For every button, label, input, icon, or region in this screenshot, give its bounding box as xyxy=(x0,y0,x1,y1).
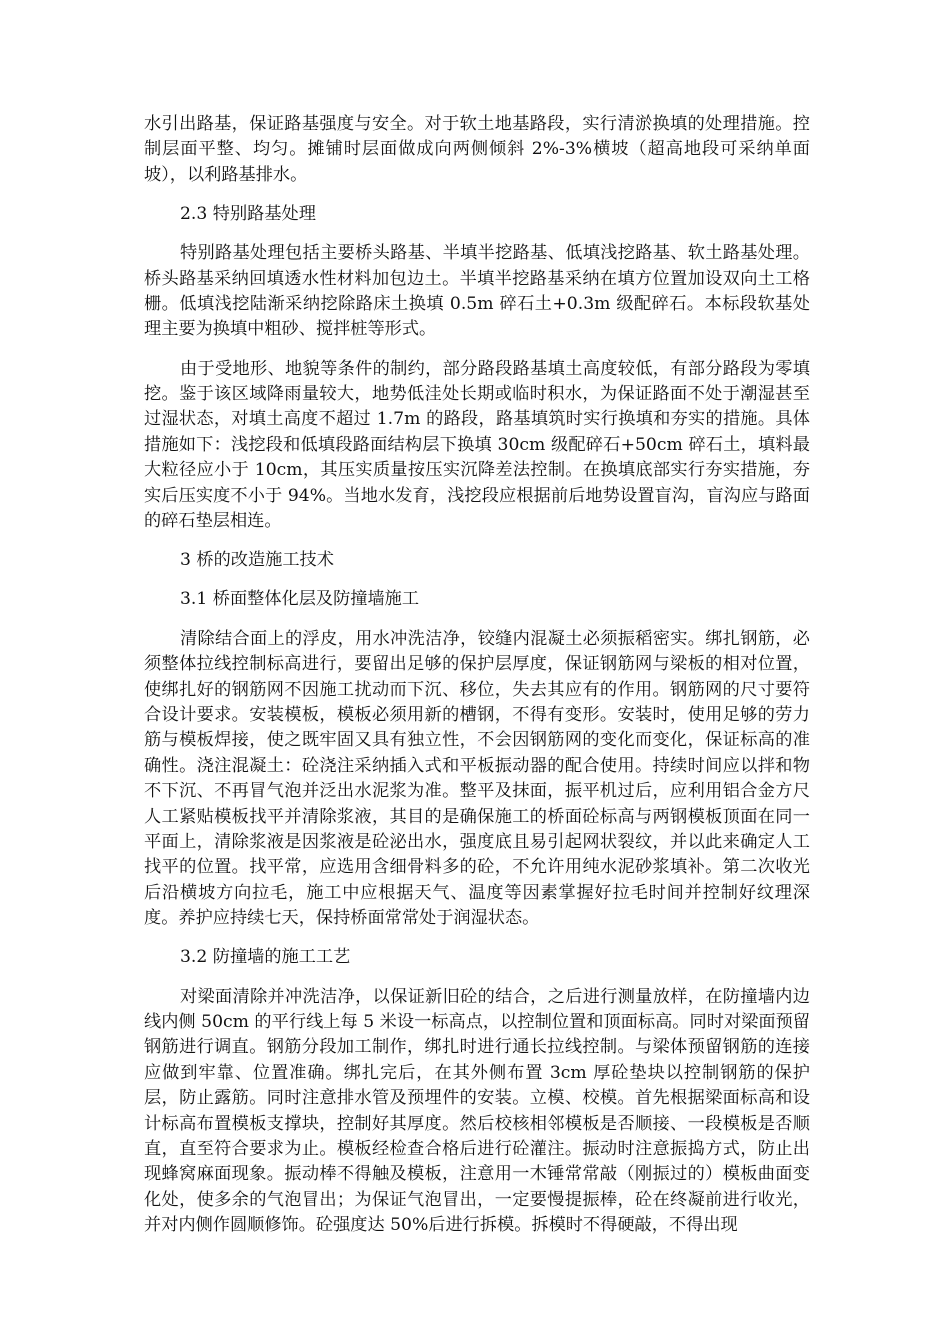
body-paragraph: 对梁面清除并冲洗洁净，以保证新旧砼的结合，之后进行测量放样，在防撞墙内边线内侧 50cm 的平行线上每 5 米设一标高点，以控制位置和顶面标高。同时对梁面预留钢筋进行调直。钢筋分段加工制作，绑扎时进行通长拉线控制。与梁体预留钢筋的连接应做到牢靠、位置准确。绑扎完后，在其外侧布置 3cm 厚砼垫块以控制钢筋的保护层，防止露筋。同时注意排水管及预埋件的安装。立模、校模。首先根据梁面标高和设计标高布置模板支撑块，控制好其厚度。然后校核相邻模板是否顺接、一段模板是否顺直，直至符合要求为止。模板经检查合格后进行砼灌注。振动时注意振捣方式，防止出现蜂窝麻面现象。振动棒不得触及模板，注意用一木锤常常敲（刚振过的）模板曲面变化处，使多余的气泡冒出；为保证气泡冒出，一定要慢提振棒，砼在终凝前进行收光，并对内侧作圆顺修饰。砼强度达 50%后进行拆模。拆模时不得硬敲，不得出现 xyxy=(144,986,810,1236)
body-paragraph: 特别路基处理包括主要桥头路基、半填半挖路基、低填浅挖路基、软土路基处理。桥头路基采纳回填透水性材料加包边土。半填半挖路基采纳在填方位置加设双向土工格栅。低填浅挖陆渐采纳挖除路床土换填 0.5m 碎石土+0.3m 级配碎石。本标段软基处理主要为换填中粗砂、搅拌桩等形式。 xyxy=(144,243,810,340)
body-paragraph: 水引出路基，保证路基强度与安全。对于软土地基路段，实行清淤换填的处理措施。控制层面平整、均匀。摊铺时层面做成向两侧倾斜 2%-3%横坡（超高地段可采纳单面坡），以利路基排水。 xyxy=(144,114,810,185)
section-heading: 3 桥的改造施工技术 xyxy=(180,550,334,571)
body-paragraph: 由于受地形、地貌等条件的制约，部分路段路基填土高度较低，有部分路段为零填挖。鉴于该区域降雨量较大，地势低洼处长期或临时积水，为保证路面不处于潮湿甚至过湿状态，对填土高度不超过 1.7m 的路段，路基填筑时实行换填和夯实的措施。具体措施如下：浅挖段和低填段路面结构层下换填 30cm 级配碎石+50cm 碎石土，填料最大粒径应小于 10cm，其压实质量按压实沉降差法控制。在换填底部实行夯实措施，夯实后压实度不小于 94%。当地水发育，浅挖段应根据前后地势设置盲沟，盲沟应与路面的碎石垫层相连。 xyxy=(144,358,810,532)
section-heading: 2.3 特别路基处理 xyxy=(180,204,316,225)
body-paragraph: 清除结合面上的浮皮，用水冲洗洁净，铰缝内混凝土必须振稻密实。绑扎钢筋，必须整体拉线控制标高进行，要留出足够的保护层厚度，保证钢筋网与梁板的相对位置，使绑扎好的钢筋网不因施工扰动而下沉、移位，失去其应有的作用。钢筋网的尺寸要符合设计要求。安装模板，模板必须用新的槽钢，不得有变形。安装时，使用足够的劳力筋与模板焊接，使之既牢固又具有独立性，不会因钢筋网的变化而变化，保证标高的准确性。浇注混凝土：砼浇注采纳插入式和平板振动器的配合使用。持续时间应以拌和物不下沉、不再冒气泡并泛出水泥浆为准。整平及抹面，振平机过后，应利用铝合金方尺人工紧贴模板找平并清除浆液，其目的是确保施工的桥面砼标高与两钢模板顶面在同一平面上，清除浆液是因浆液是砼泌出水，强度底且易引起网状裂纹，并以此来确定人工找平的位置。找平常，应选用含细骨料多的砼，不允许用纯水泥砂浆填补。第二次收光后沿横坡方向拉毛，施工中应根据天气、温度等因素掌握好拉毛时间并控制好纹理深度。养护应持续七天，保持桥面常常处于润湿状态。 xyxy=(144,628,810,929)
document-body xyxy=(144,112,810,1239)
section-heading: 3.1 桥面整体化层及防撞墙施工 xyxy=(180,589,420,610)
section-heading: 3.2 防撞墙的施工工艺 xyxy=(180,947,351,968)
